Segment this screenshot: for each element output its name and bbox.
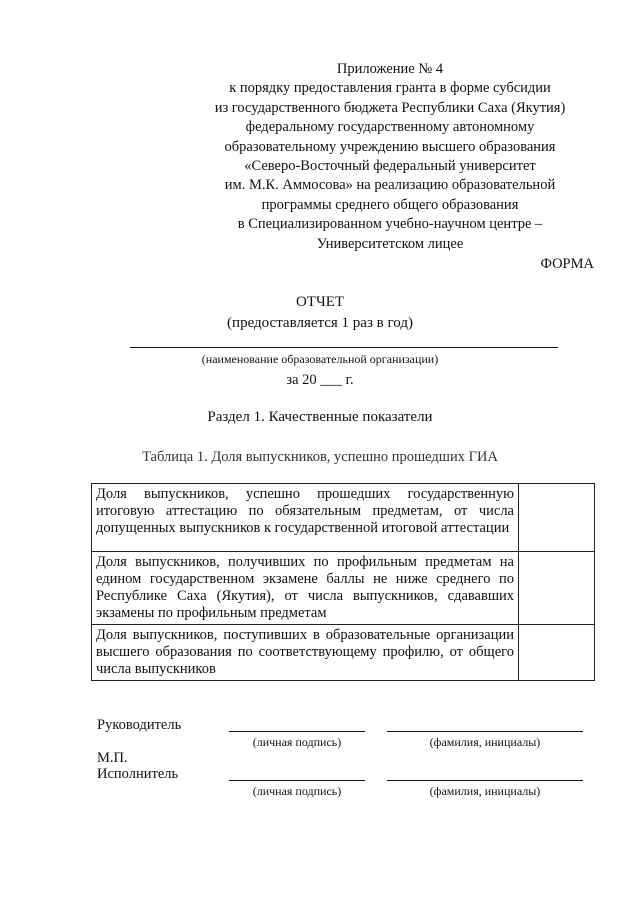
head-name-caption: (фамилия, инициалы)	[429, 735, 541, 749]
appendix-line: программы среднего общего образования	[261, 196, 519, 213]
executor-signature-caption: (личная подпись)	[252, 784, 342, 798]
head-signature-caption: (личная подпись)	[252, 735, 342, 749]
appendix-line: из государственного бюджета Республики Саха (Якутия)	[214, 99, 566, 116]
form-label: ФОРМА	[540, 256, 594, 272]
executor-label: Исполнитель	[97, 766, 179, 782]
section-title: Раздел 1. Качественные показатели	[207, 409, 433, 425]
table-row	[92, 552, 595, 625]
graduates-table	[91, 483, 595, 681]
indicator-cell: Доля выпускников, поступивших в образовательные организации высшего образования по соответствующему профилю, от общего числа выпускников	[92, 625, 519, 681]
appendix-line: образовательному учреждению высшего образования	[224, 138, 556, 155]
head-label: Руководитель	[97, 717, 182, 733]
stamp-label: М.П.	[97, 750, 128, 766]
appendix-line: в Специализированном учебно-научном центре –	[237, 216, 543, 233]
report-frequency: (предоставляется 1 раз в год)	[227, 315, 413, 331]
value-cell	[519, 552, 595, 625]
appendix-line: Приложение № 4	[336, 61, 444, 77]
appendix-line: федеральному государственному автономному	[245, 119, 535, 136]
executor-signature-line	[229, 780, 365, 781]
executor-name-line	[387, 780, 583, 781]
report-title: ОТЧЕТ	[295, 294, 345, 310]
table-caption: Таблица 1. Доля выпускников, успешно прошедших ГИА	[142, 449, 498, 465]
value-cell	[519, 484, 595, 552]
report-period: за 20 ___ г.	[286, 372, 354, 388]
indicator-cell: Доля выпускников, получивших по профильным предметам на едином государственном экзамене баллы не ниже среднего по Республике Саха (Якутия), от числа выпускников, сдававших экзамены по профильным предметам	[92, 552, 519, 625]
table-row	[92, 484, 595, 552]
appendix-line: Университетском лицее	[316, 235, 464, 252]
head-signature-line	[229, 731, 365, 732]
organization-name-line	[130, 347, 558, 348]
appendix-line: им. М.К. Аммосова» на реализацию образовательной	[224, 177, 556, 194]
appendix-line: «Северо-Восточный федеральный университет	[244, 158, 536, 175]
table-row	[92, 625, 595, 681]
head-name-line	[387, 731, 583, 732]
appendix-line: к порядку предоставления гранта в форме субсидии	[229, 80, 551, 97]
value-cell	[519, 625, 595, 681]
indicator-cell: Доля выпускников, успешно прошедших государственную итоговую аттестацию по обязательным предметам, от числа допущенных выпускников к государственной итоговой аттестации	[92, 484, 519, 552]
appendix-header	[190, 60, 590, 254]
organization-caption: (наименование образовательной организации)	[201, 352, 439, 366]
executor-name-caption: (фамилия, инициалы)	[429, 784, 541, 798]
